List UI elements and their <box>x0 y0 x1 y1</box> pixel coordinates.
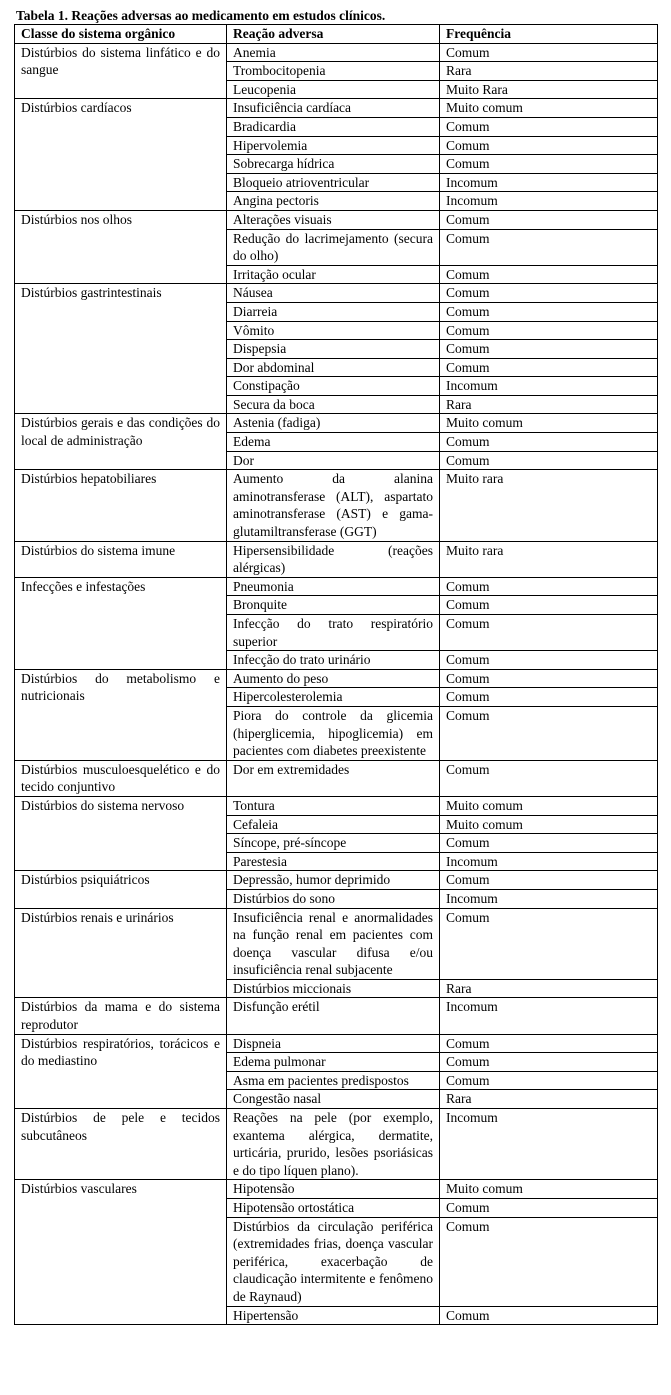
table-row <box>15 1034 658 1053</box>
organ-class-cell: Distúrbios gastrintestinais <box>15 284 227 414</box>
organ-class-cell: Infecções e infestações <box>15 577 227 669</box>
table-row <box>15 760 658 796</box>
adverse-reaction-cell: Infecção do trato respiratório superior <box>227 615 440 651</box>
adverse-reaction-cell: Bradicardia <box>227 117 440 136</box>
organ-class-cell: Distúrbios do metabolismo e nutricionais <box>15 669 227 760</box>
adverse-reaction-cell: Disfunção erétil <box>227 998 440 1034</box>
adverse-reaction-cell: Distúrbios miccionais <box>227 979 440 998</box>
adverse-reaction-cell: Hipertensão <box>227 1306 440 1325</box>
table-row <box>15 669 658 688</box>
adverse-reaction-cell: Tontura <box>227 796 440 815</box>
frequency-cell: Muito comum <box>440 796 658 815</box>
header-reacao: Reação adversa <box>227 25 440 44</box>
table-row <box>15 1109 658 1180</box>
frequency-cell: Incomum <box>440 377 658 396</box>
table-row <box>15 871 658 890</box>
table-header-row <box>15 25 658 44</box>
adverse-reaction-cell: Náusea <box>227 284 440 303</box>
adverse-reaction-cell: Aumento da alanina aminotransferase (ALT), aspartato aminotransferase (AST) e gama-glutamiltransferase (GGT) <box>227 470 440 541</box>
table-body <box>15 43 658 1325</box>
frequency-cell: Comum <box>440 117 658 136</box>
adverse-reaction-cell: Bronquite <box>227 596 440 615</box>
frequency-cell: Comum <box>440 1053 658 1072</box>
frequency-cell: Rara <box>440 1090 658 1109</box>
adverse-reaction-cell: Dor <box>227 451 440 470</box>
adverse-reaction-cell: Dispneia <box>227 1034 440 1053</box>
adverse-reaction-cell: Astenia (fadiga) <box>227 414 440 433</box>
table-row <box>15 541 658 577</box>
frequency-cell: Muito comum <box>440 815 658 834</box>
frequency-cell: Comum <box>440 302 658 321</box>
frequency-cell: Comum <box>440 871 658 890</box>
frequency-cell: Incomum <box>440 192 658 211</box>
frequency-cell: Comum <box>440 155 658 174</box>
adverse-reaction-cell: Leucopenia <box>227 80 440 99</box>
adverse-reaction-cell: Hipotensão ortostática <box>227 1199 440 1218</box>
table-row <box>15 99 658 118</box>
table-row <box>15 1180 658 1199</box>
frequency-cell: Incomum <box>440 998 658 1034</box>
frequency-cell: Comum <box>440 706 658 760</box>
frequency-cell: Comum <box>440 615 658 651</box>
table-caption: Tabela 1. Reações adversas ao medicamento em estudos clínicos. <box>16 8 386 23</box>
frequency-cell: Comum <box>440 340 658 359</box>
organ-class-cell: Distúrbios respiratórios, torácicos e do mediastino <box>15 1034 227 1108</box>
adverse-reaction-cell: Dor abdominal <box>227 358 440 377</box>
frequency-cell: Rara <box>440 979 658 998</box>
table-row <box>15 284 658 303</box>
adverse-reaction-cell: Hipotensão <box>227 1180 440 1199</box>
organ-class-cell: Distúrbios renais e urinários <box>15 908 227 998</box>
frequency-cell: Rara <box>440 62 658 81</box>
adverse-reaction-cell: Distúrbios da circulação periférica (extremidades frias, doença vascular periférica, exacerbação de claudicação intermitente e fenômeno de Raynaud) <box>227 1217 440 1306</box>
frequency-cell: Comum <box>440 688 658 707</box>
frequency-cell: Muito rara <box>440 541 658 577</box>
adverse-reaction-cell: Hipersensibilidade (reações alérgicas) <box>227 541 440 577</box>
adverse-reaction-cell: Angina pectoris <box>227 192 440 211</box>
header-classe: Classe do sistema orgânico <box>15 25 227 44</box>
frequency-cell: Incomum <box>440 889 658 908</box>
organ-class-cell: Distúrbios hepatobiliares <box>15 470 227 541</box>
table-row <box>15 908 658 979</box>
adverse-reaction-cell: Bloqueio atrioventricular <box>227 173 440 192</box>
adverse-reaction-cell: Trombocitopenia <box>227 62 440 81</box>
frequency-cell: Muito comum <box>440 99 658 118</box>
adverse-reactions-table <box>14 24 658 1325</box>
table-row <box>15 43 658 62</box>
organ-class-cell: Distúrbios do sistema nervoso <box>15 796 227 870</box>
frequency-cell: Comum <box>440 210 658 229</box>
adverse-reaction-cell: Edema pulmonar <box>227 1053 440 1072</box>
frequency-cell: Comum <box>440 1071 658 1090</box>
organ-class-cell: Distúrbios da mama e do sistema reprodutor <box>15 998 227 1034</box>
adverse-reaction-cell: Irritação ocular <box>227 265 440 284</box>
frequency-cell: Comum <box>440 1199 658 1218</box>
adverse-reaction-cell: Hipercolesterolemia <box>227 688 440 707</box>
adverse-reaction-cell: Cefaleia <box>227 815 440 834</box>
adverse-reaction-cell: Aumento do peso <box>227 669 440 688</box>
adverse-reaction-cell: Dispepsia <box>227 340 440 359</box>
frequency-cell: Incomum <box>440 173 658 192</box>
table-row <box>15 470 658 541</box>
frequency-cell: Incomum <box>440 852 658 871</box>
table-row <box>15 414 658 433</box>
frequency-cell: Comum <box>440 229 658 265</box>
adverse-reaction-cell: Reações na pele (por exemplo, exantema alérgica, dermatite, urticária, prurido, lesões psoriásicas e do tipo líquen plano). <box>227 1109 440 1180</box>
organ-class-cell: Distúrbios musculoesquelético e do tecido conjuntivo <box>15 760 227 796</box>
frequency-cell: Comum <box>440 669 658 688</box>
adverse-reaction-cell: Asma em pacientes predispostos <box>227 1071 440 1090</box>
frequency-cell: Comum <box>440 760 658 796</box>
table-row <box>15 210 658 229</box>
organ-class-cell: Distúrbios do sistema imune <box>15 541 227 577</box>
frequency-cell: Comum <box>440 908 658 979</box>
frequency-cell: Comum <box>440 433 658 452</box>
adverse-reaction-cell: Edema <box>227 433 440 452</box>
table-row <box>15 796 658 815</box>
frequency-cell: Comum <box>440 321 658 340</box>
frequency-cell: Rara <box>440 395 658 414</box>
frequency-cell: Incomum <box>440 1109 658 1180</box>
organ-class-cell: Distúrbios nos olhos <box>15 210 227 283</box>
frequency-cell: Muito comum <box>440 414 658 433</box>
adverse-reaction-cell: Distúrbios do sono <box>227 889 440 908</box>
frequency-cell: Comum <box>440 265 658 284</box>
adverse-reaction-cell: Anemia <box>227 43 440 62</box>
organ-class-cell: Distúrbios gerais e das condições do local de administração <box>15 414 227 470</box>
organ-class-cell: Distúrbios cardíacos <box>15 99 227 211</box>
adverse-reaction-cell: Hipervolemia <box>227 136 440 155</box>
frequency-cell: Comum <box>440 358 658 377</box>
adverse-reaction-cell: Infecção do trato urinário <box>227 651 440 670</box>
frequency-cell: Comum <box>440 834 658 853</box>
adverse-reaction-cell: Síncope, pré-síncope <box>227 834 440 853</box>
frequency-cell: Comum <box>440 1217 658 1306</box>
adverse-reaction-cell: Diarreia <box>227 302 440 321</box>
adverse-reaction-cell: Congestão nasal <box>227 1090 440 1109</box>
adverse-reaction-cell: Insuficiência cardíaca <box>227 99 440 118</box>
frequency-cell: Comum <box>440 284 658 303</box>
header-frequencia: Frequência <box>440 25 658 44</box>
table-row <box>15 577 658 596</box>
adverse-reaction-cell: Redução do lacrimejamento (secura do olho) <box>227 229 440 265</box>
frequency-cell: Comum <box>440 577 658 596</box>
frequency-cell: Comum <box>440 596 658 615</box>
frequency-cell: Comum <box>440 451 658 470</box>
adverse-reaction-cell: Pneumonia <box>227 577 440 596</box>
adverse-reaction-cell: Dor em extremidades <box>227 760 440 796</box>
frequency-cell: Muito comum <box>440 1180 658 1199</box>
adverse-reaction-cell: Vômito <box>227 321 440 340</box>
organ-class-cell: Distúrbios de pele e tecidos subcutâneos <box>15 1109 227 1180</box>
frequency-cell: Muito rara <box>440 470 658 541</box>
adverse-reaction-cell: Parestesia <box>227 852 440 871</box>
adverse-reaction-cell: Constipação <box>227 377 440 396</box>
adverse-reaction-cell: Secura da boca <box>227 395 440 414</box>
adverse-reaction-cell: Insuficiência renal e anormalidades na função renal em pacientes com doença vascular difusa e/ou insuficiência renal subjacente <box>227 908 440 979</box>
frequency-cell: Muito Rara <box>440 80 658 99</box>
organ-class-cell: Distúrbios psiquiátricos <box>15 871 227 908</box>
organ-class-cell: Distúrbios do sistema linfático e do sangue <box>15 43 227 99</box>
frequency-cell: Comum <box>440 43 658 62</box>
frequency-cell: Comum <box>440 136 658 155</box>
adverse-reaction-cell: Depressão, humor deprimido <box>227 871 440 890</box>
frequency-cell: Comum <box>440 1306 658 1325</box>
adverse-reaction-cell: Sobrecarga hídrica <box>227 155 440 174</box>
adverse-reaction-cell: Piora do controle da glicemia (hiperglicemia, hipoglicemia) em pacientes com diabetes preexistente <box>227 706 440 760</box>
organ-class-cell: Distúrbios vasculares <box>15 1180 227 1325</box>
frequency-cell: Comum <box>440 651 658 670</box>
table-row <box>15 998 658 1034</box>
adverse-reaction-cell: Alterações visuais <box>227 210 440 229</box>
frequency-cell: Comum <box>440 1034 658 1053</box>
